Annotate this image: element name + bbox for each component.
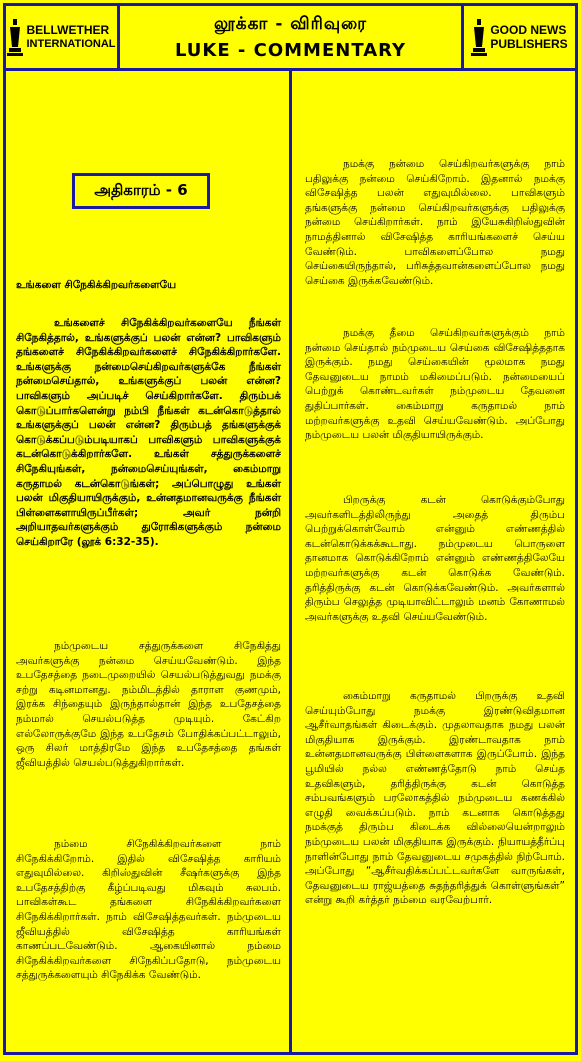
chapter-box: அதிகாரம் - 6	[72, 173, 210, 209]
right-column	[295, 71, 575, 1052]
logo-left-line2: INTERNATIONAL	[26, 38, 116, 50]
right-paragraph-4-block	[305, 689, 565, 908]
right-paragraph-3-block	[305, 493, 565, 624]
lamp-icon	[7, 17, 23, 57]
logo-left-line1: BELLWETHER	[26, 23, 110, 37]
left-paragraph: நம்மை சிநேகிக்கிறவர்களை நாம் சிநேகிக்கிறோம். இதில் விசேஷித்த காரியம் எதுவுமில்லை. கிறிஸ்துவின் சீஷர்களுக்கு இந்த உபதேசத்திற்கு கீழ்ப்படிவது மிகவும் சுலபம். பாவிகள்கூட தங்களை சிநேகிக்கிறவர்களை சிநேகிக்கிறார்கள். நாம் விசேஷித்தவர்கள். நம்முடைய ஜீவியத்தில் விசேஷித்த காரியங்கள் காணப்படவேண்டும். ஆகையினால் நம்மை சிநேகிக்கிறவர்களை சிநேகிப்பதோடு, நம்முடைய சத்துருக்களையும் சிநேகிக்க வேண்டும்.	[16, 838, 281, 982]
left-paragraph-1-block	[16, 639, 281, 770]
left-paragraph-2-block	[16, 837, 281, 983]
left-paragraph: நம்முடைய சத்துருக்களை சிநேகித்து அவர்களுக்கு நன்மை செய்யவேண்டும். இந்த உபதேசத்தை நடைமுறையில் செயல்படுத்துவது நமக்கு சற்று கடினமானது. நம்மிடத்தில் தாராள குணமும், இரக்க சிந்தையும் இருந்தால்தான் இந்த உபதேசத்தை நம்மால் செயல்படுத்த முடியும். கேட்கிற எல்லோருக்குமே இந்த உபதேசம் போதிக்கப்பட்டாலும், ஒரு சிலர் மாத்திரமே இந்த உபதேசத்தை தங்கள் ஜீவியத்தில் செயல்படுத்துகிறார்கள்.	[16, 640, 281, 769]
right-paragraph: பிறருக்கு கடன் கொடுக்கும்போது அவர்களிடத்திலிருந்து அதைத் திரும்ப பெற்றுக்கொள்வோம் என்னும் எண்ணத்தில் கடன்கொடுக்கக்கூடாது. நம்முடைய பொருளை தானமாக கொடுக்கிறோம் என்னும் எண்ணத்திலேயே மற்றவர்களுக்கு கடன் கொடுக்க வேண்டும். தரித்திருக்கு கடன் கொடுக்கவேண்டும். அவர்களால் திரும்ப செலுத்த முடியாவிட்டாலும் மனம் கோணாமல் அவர்களுக்கு உதவி செய்யவேண்டும்.	[305, 494, 565, 623]
title-tamil: லூக்கா - விரிவுரை	[213, 13, 368, 34]
right-paragraph-1-block	[305, 157, 565, 288]
good-news-logo	[461, 6, 575, 68]
right-paragraph: நமக்கு தீமை செய்கிறவர்களுக்கும் நாம் நன்மை செய்தால் நம்முடைய செய்கை விசேஷித்ததாக இருக்கும். நமது செய்கையின் மூலமாக நமது தேவனுடைய நாமம் மகிமைப்படும். நன்மையைப் பெற்றுக் கொண்டவர்கள் நம்முடைய தேவனை துதிப்பார்கள். கைம்மாறு கருதாமல் நாம் மற்றவர்களுக்கு உதவி செய்யவேண்டும். அப்போது நம்முடைய பலன் மிகுதியாயிருக்கும்.	[305, 327, 565, 442]
right-paragraph: கைம்மாறு கருதாமல் பிறருக்கு உதவி செய்யும்போது நமக்கு இரண்டுவிதமான ஆசீர்வாதங்கள் கிடைக்கும். முதலாவதாக நமது பலன் மிகுதியாக இருக்கும். இரண்டாவதாக நாம் உன்னதமானவருக்கு பிள்ளைகளாக இருப்போம். இந்த பூமியில் நல்ல எண்ணத்தோடு நாம் செய்த உதவிகளும், தரித்திருக்கு கடன் கொடுத்த சம்பவங்களும் பரலோகத்தில் நம்முடைய கணக்கில் எழுதி வைக்கப்படும். நாம் கடனாக கொடுத்தது நமக்குத் திரும்ப கிடைக்க வில்லையென்றாலும் நம்முடைய பலன் மிகுதியாக இருக்கும். நியாயத்தீர்ப்பு நாளின்போது நாம் தேவனுடைய சமுகத்தில் நிற்போம். அப்போது “ஆசீர்வதிக்கப்பட்டவர்களே வாருங்கள், தேவனுடைய ராஜ்யத்தை சுதந்தரித்துக் கொள்ளுங்கள்” என்று கூறி கர்த்தர் நம்மை வரவேற்பார்.	[305, 690, 565, 907]
logo-right-line2: PUBLISHERS	[490, 37, 568, 51]
right-paragraph: நமக்கு நன்மை செய்கிறவர்களுக்கு நாம் பதிலுக்கு நன்மை செய்கிறோம். இதனால் நமக்கு விசேஷித்த பலன் எதுவுமில்லை. பாவிகளும் தங்களுக்கு நன்மை செய்கிறவர்களுக்கு பதிலுக்கு நன்மை செய்கிறார்கள். நாம் இயேசுகிறிஸ்துவின் நாமத்தினால் விசேஷித்த காரியங்களைச் செய்ய வேண்டும். பாவிகளைப்போல நமது செய்கையிருந்தால், பரிசுத்தவான்களைப்போல நமது செய்கை இருக்கவேண்டும்.	[305, 158, 565, 287]
quote-block	[16, 316, 281, 550]
bellwether-logo	[6, 6, 120, 68]
title-english: LUKE - COMMENTARY	[174, 39, 407, 61]
logo-right-line1: GOOD NEWS	[490, 23, 567, 37]
title-area	[120, 6, 461, 68]
right-paragraph-2-block	[305, 326, 565, 443]
section-heading: உங்களை சிநேகிக்கிறவர்களையே	[16, 279, 177, 291]
lamp-icon	[471, 17, 487, 57]
header	[6, 6, 575, 71]
left-column	[6, 71, 292, 1052]
page-frame	[3, 3, 578, 1055]
scripture-quote: உங்களைச் சிநேகிக்கிறவர்களையே நீங்கள் சிநேகித்தால், உங்களுக்குப் பலன் என்ன? பாவிகளும் தங்களைச் சிநேகிக்கிறவர்களைச் சிநேகிக்கிறார்களே. உங்களுக்கு நன்மைசெய்கிறவர்களுக்கே நீங்கள் நன்மைசெய்தால், உங்களுக்குப் பலன் என்ன? பாவிகளும் அப்படிச் செய்கிறார்களே. திரும்பக் கொடுப்பார்களென்று நம்பி நீங்கள் கடன்கொடுத்தால் உங்களுக்குப் பலன் என்ன? திரும்பத் தங்களுக்குக் கொடுக்கப்படும்படியாகப் பாவிகளும் பாவிகளுக்குக் கடன்கொடுக்கிறார்களே. உங்கள் சத்துருக்களைச் சிநேகியுங்கள், நன்மைசெய்யுங்கள், கைம்மாறு கருதாமல் கடன்கொடுங்கள்; அப்பொழுது உங்கள் பலன் மிகுதியாயிருக்கும், உன்னதமானவருக்கு நீங்கள் பிள்ளைகளாயிருப்பீர்கள்; அவர் நன்றி அறியாதவர்களுக்கும் துரோகிகளுக்கும் நன்மை செய்கிறாரே (லூக் 6:32-35).	[16, 317, 281, 548]
